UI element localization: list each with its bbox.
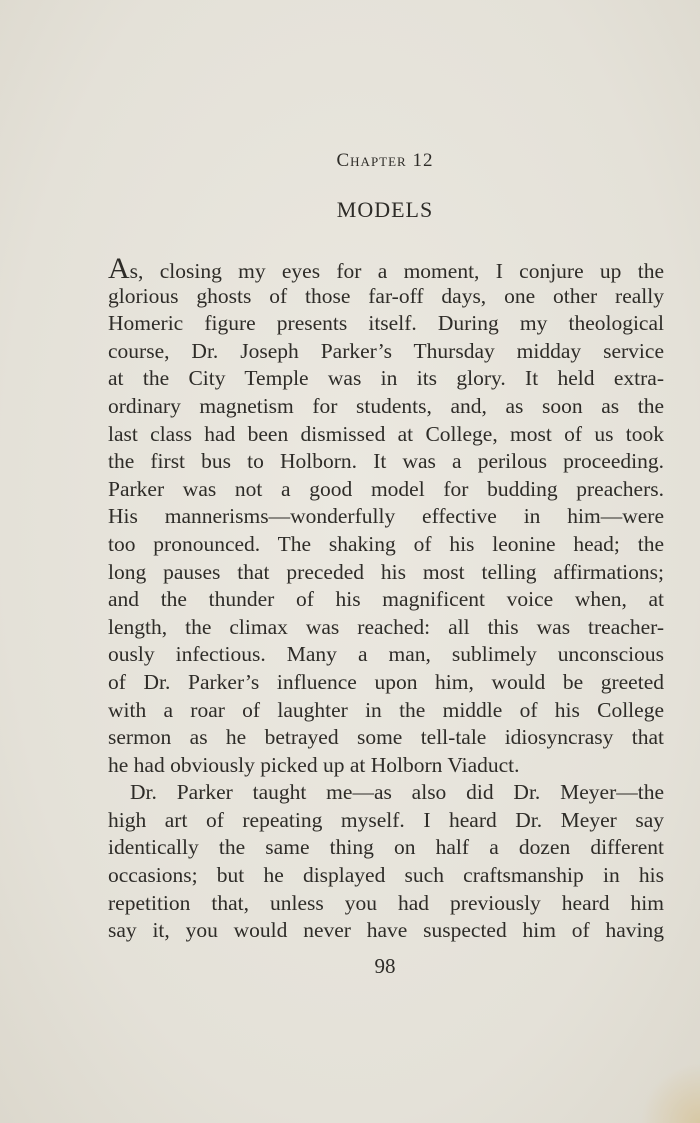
text-line-15: ously infectious. Many a man, sublimely unconscious [108,642,664,667]
chapter-heading: Chapter 12 [336,150,434,171]
text-line-17: with a roar of laughter in the middle of his College [108,697,664,722]
text-line-8: the first bus to Holborn. It was a perilous proceeding. [108,449,664,474]
text-line-13: and the thunder of his magnificent voice when, at [108,587,664,612]
text-line-19: he had obviously picked up at Holborn Viaduct. [108,752,520,777]
text-line-21: high art of repeating myself. I heard Dr. Meyer say [108,807,664,832]
text-line-4: course, Dr. Joseph Parker’s Thursday midday service [108,338,664,363]
text-line-25: say it, you would never have suspected him of having [108,918,664,943]
body-text [108,252,664,945]
text-line-11: too pronounced. The shaking of his leonine head; the [108,531,664,556]
text-line-5: at the City Temple was in its glory. It held extra- [108,366,664,391]
text-line-18: sermon as he betrayed some tell-tale idiosyncrasy that [108,725,664,750]
text-line-9: Parker was not a good model for budding preachers. [108,476,664,501]
text-line-16: of Dr. Parker’s influence upon him, would be greeted [108,669,664,694]
text-line-24: repetition that, unless you had previously heard him [108,890,664,915]
text-line-23: occasions; but he displayed such craftsmanship in his [108,863,664,888]
text-line-3: Homeric figure presents itself. During my theological [108,311,664,336]
text-line-6: ordinary magnetism for students, and, as soon as the [108,393,664,418]
text-line-14: length, the climax was reached: all this was treacher- [108,614,664,639]
paper-stain [640,1063,700,1123]
text-line-1: As, closing my eyes for a moment, I conjure up the [108,252,664,285]
chapter-title: MODELS [336,197,434,222]
text-line-22: identically the same thing on half a dozen different [108,835,664,860]
page-number: 98 [374,954,396,978]
text-line-7: last class had been dismissed at College, most of us took [108,421,664,446]
opening-initial: A [108,252,130,285]
text-line-10: His mannerisms—wonderfully effective in him—were [108,504,664,529]
text-line-20: Dr. Parker taught me—as also did Dr. Meyer—the [130,780,664,805]
text-line-2: glorious ghosts of those far-off days, one other really [108,283,664,308]
text-line-12: long pauses that preceded his most telling affirmations; [108,559,664,584]
